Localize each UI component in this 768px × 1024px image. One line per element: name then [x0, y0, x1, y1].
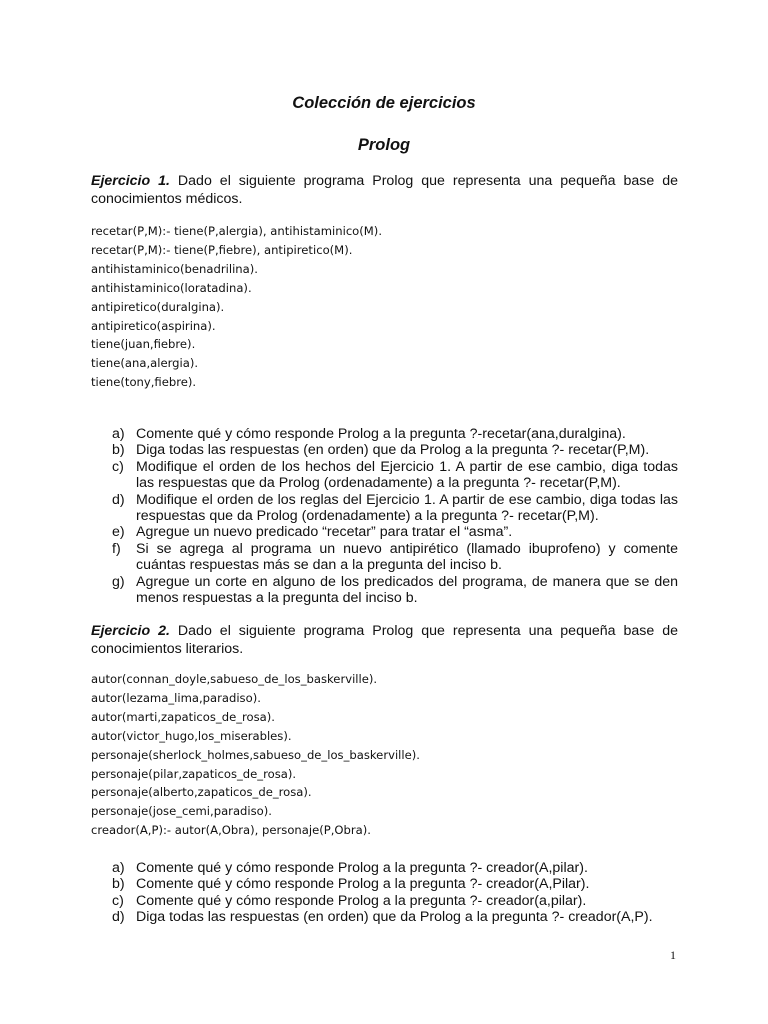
code-line: antihistaminico(benadrilina).	[91, 261, 258, 276]
exercise-1-code	[91, 222, 382, 392]
code-line: antipiretico(duralgina).	[91, 299, 225, 314]
question-item	[112, 893, 678, 909]
question-text: Modifique el orden de los reglas del Ejercicio 1. A partir de ese cambio, diga todas las respuestas que da Prolog (ordenadamente) a la pregunta ?- recetar(P,M).	[136, 491, 678, 525]
question-item	[112, 541, 678, 574]
question-letter: f)	[112, 540, 121, 557]
page-number: 1	[670, 948, 676, 962]
question-letter: e)	[112, 524, 125, 541]
exercise-2-intro	[91, 622, 678, 658]
question-letter: g)	[112, 573, 125, 590]
question-item	[112, 860, 678, 876]
question-item	[112, 426, 678, 442]
question-letter: c)	[112, 892, 124, 909]
question-text: Agregue un corte en alguno de los predicados del programa, de manera que se den menos respuestas a la pregunta del inciso b.	[136, 573, 678, 607]
question-letter: b)	[112, 876, 125, 893]
question-item	[112, 574, 678, 607]
code-line: autor(connan_doyle,sabueso_de_los_baskerville).	[91, 672, 378, 686]
exercise-1-label: Ejercicio 1.	[91, 173, 170, 189]
question-letter: d)	[112, 491, 125, 508]
question-item	[112, 876, 678, 892]
code-line: tiene(tony,fiebre).	[91, 375, 197, 390]
exercise-2-intro-text: Dado el siguiente programa Prolog que representa una pequeña base de conocimientos literarios.	[91, 623, 678, 657]
code-line: personaje(alberto,zapaticos_de_rosa).	[91, 785, 312, 800]
question-text: Diga todas las respuestas (en orden) que da Prolog a la pregunta ?- creador(A,P).	[136, 909, 653, 926]
question-item	[112, 442, 678, 458]
code-line: personaje(pilar,zapaticos_de_rosa).	[91, 766, 297, 781]
exercise-2-code	[91, 670, 420, 840]
question-letter: a)	[112, 426, 125, 442]
question-item	[112, 524, 678, 540]
code-line: autor(lezama_lima,paradiso).	[91, 690, 261, 705]
code-line: autor(victor_hugo,los_miserables).	[91, 728, 292, 743]
exercise-1-questions	[112, 426, 678, 606]
question-text: Comente qué y cómo responde Prolog a la pregunta ?- creador(A,pilar).	[136, 860, 588, 876]
document-subtitle: Prolog	[357, 136, 411, 154]
question-letter: c)	[112, 458, 124, 475]
code-line: tiene(juan,fiebre).	[91, 337, 196, 352]
exercise-1-intro	[91, 172, 678, 208]
code-line: creador(A,P):- autor(A,Obra), personaje(P,Obra).	[91, 823, 371, 838]
question-item	[112, 492, 678, 525]
document-title: Colección de ejercicios	[292, 94, 476, 112]
code-line: recetar(P,M):- tiene(P,fiebre), antipiretico(M).	[91, 242, 353, 257]
question-text: Comente qué y cómo responde Prolog a la pregunta ?-recetar(ana,duralgina).	[136, 426, 626, 442]
exercise-1-intro-text: Dado el siguiente programa Prolog que representa una pequeña base de conocimientos médicos.	[91, 173, 678, 207]
question-item	[112, 909, 678, 925]
code-line: recetar(P,M):- tiene(P,alergia), antihistaminico(M).	[91, 224, 383, 238]
question-letter: b)	[112, 442, 125, 459]
exercise-2-label: Ejercicio 2.	[91, 623, 170, 639]
question-text: Comente qué y cómo responde Prolog a la pregunta ?- creador(A,Pilar).	[136, 876, 590, 893]
code-line: personaje(sherlock_holmes,sabueso_de_los_baskerville).	[91, 747, 420, 762]
question-text: Modifique el orden de los hechos del Ejercicio 1. A partir de ese cambio, diga todas las respuestas que da Prolog (ordenadamente) a la pregunta ?- recetar(P,M).	[136, 458, 678, 492]
question-letter: a)	[112, 860, 125, 876]
question-text: Agregue un nuevo predicado “recetar” para tratar el “asma”.	[136, 524, 513, 541]
code-line: tiene(ana,alergia).	[91, 356, 199, 371]
question-text: Diga todas las respuestas (en orden) que da Prolog a la pregunta ?- recetar(P,M).	[136, 442, 650, 459]
code-line: autor(marti,zapaticos_de_rosa).	[91, 709, 275, 724]
question-item	[112, 459, 678, 492]
question-letter: d)	[112, 909, 125, 926]
exercise-2-questions	[112, 860, 678, 926]
code-line: antihistaminico(loratadina).	[91, 280, 252, 295]
code-line: personaje(jose_cemi,paradiso).	[91, 804, 272, 819]
question-text: Si se agrega al programa un nuevo antipirético (llamado ibuprofeno) y comente cuántas respuestas más se dan a la pregunta del inciso b.	[136, 540, 678, 574]
code-line: antipiretico(aspirina).	[91, 318, 216, 333]
question-text: Comente qué y cómo responde Prolog a la pregunta ?- creador(a,pilar).	[136, 892, 587, 909]
